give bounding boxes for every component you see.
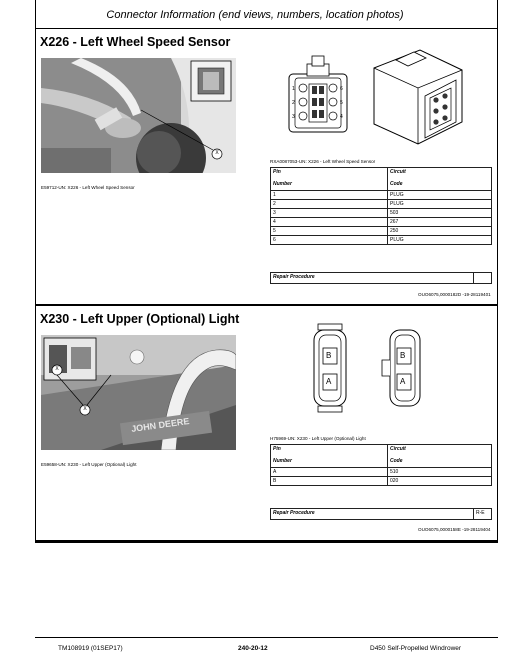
x230-side-pin-label-b: B [400, 351, 406, 360]
john-deere-brand-text: JOHN DEERE [130, 415, 190, 435]
table-row [271, 477, 492, 486]
x226-pin-label-2: 2 [292, 100, 295, 106]
x226-pin-label-3: 3 [292, 114, 295, 120]
footer-rule [35, 637, 498, 638]
x226-pin-label-6: 6 [340, 86, 343, 92]
x226-photo-callout: X [215, 150, 219, 156]
circuit-header-line2: Code [390, 181, 403, 187]
table-row [271, 236, 492, 245]
x226-photo-caption: E59712-UN: X226 - Left Wheel Speed Sensor [41, 185, 135, 190]
table-row [271, 191, 492, 200]
table-header-row [271, 168, 492, 191]
table-row [271, 218, 492, 227]
pin-number-header [271, 168, 388, 191]
x226-repair-procedure [270, 272, 492, 284]
circuit-cell: 267 [388, 218, 492, 227]
circuit-header-line1: Circuit [390, 446, 406, 452]
x230-table-caption: H75969-UN: X230 - Left Upper (Optional) Light [270, 436, 366, 441]
circuit-cell: 020 [388, 477, 492, 486]
repair-divider [473, 273, 474, 283]
pin-cell: 3 [271, 209, 388, 218]
x226-table-caption: RXA0087053-UN: X226 - Left Wheel Speed Sensor [270, 159, 376, 164]
footer-page-number: 240-20-12 [238, 645, 268, 652]
x226-location-photo [41, 58, 236, 173]
table-row [271, 200, 492, 209]
x230-side-pin-label-a: A [400, 377, 406, 386]
x226-pin-label-1: 1 [292, 86, 295, 92]
x230-photo-caption: E59658-UN: X230 - Left Upper (Optional) Light [41, 462, 137, 467]
x230-end-pin-label-a: A [326, 377, 332, 386]
x226-connector-end-view [283, 54, 353, 134]
section-x230-title: X230 - Left Upper (Optional) Light [40, 312, 240, 326]
pin-cell: A [271, 468, 388, 477]
x226-doc-id: OUO6075,0000182D -19-28119401 [418, 292, 491, 297]
footer-product-name: D450 Self-Propelled Windrower [370, 645, 462, 652]
x230-end-pin-label-b: B [326, 351, 332, 360]
pin-cell: 5 [271, 227, 388, 236]
x230-connector-end-view [310, 322, 350, 414]
repair-procedure-label: Repair Procedure [273, 510, 315, 516]
circuit-cell: 510 [388, 468, 492, 477]
circuit-code-header [388, 168, 492, 191]
footer-doc-number: TM108919 (01SEP17) [58, 645, 123, 652]
circuit-code-header [388, 445, 492, 468]
x226-pin-label-5: 5 [340, 100, 343, 106]
pin-header-line1: Pin [273, 169, 281, 175]
x230-pin-table [270, 444, 492, 486]
table-row [271, 468, 492, 477]
pin-header-line2: Number [273, 458, 292, 464]
content-bottom-rule [35, 541, 498, 543]
circuit-cell: PLUG [388, 191, 492, 200]
x230-doc-id: OUO6075,0000158E -19-28119404 [418, 527, 491, 532]
x226-pin-table [270, 167, 492, 245]
circuit-cell: PLUG [388, 236, 492, 245]
circuit-cell: 250 [388, 227, 492, 236]
pin-header-line2: Number [273, 181, 292, 187]
pin-number-header [271, 445, 388, 468]
table-header-row [271, 445, 492, 468]
circuit-cell: 503 [388, 209, 492, 218]
x230-location-photo [41, 335, 236, 450]
x226-pin-label-4: 4 [340, 114, 343, 120]
x230-repair-procedure [270, 508, 492, 520]
x226-connector-isometric-view [362, 40, 467, 150]
repair-divider [473, 509, 474, 519]
pin-header-line1: Pin [273, 446, 281, 452]
repair-procedure-value: R-E [476, 510, 485, 516]
page-header-title: Connector Information (end views, numbers, location photos) [106, 9, 404, 21]
x230-connector-side-view [378, 322, 423, 414]
pin-cell: 4 [271, 218, 388, 227]
table-row [271, 209, 492, 218]
pin-cell: B [271, 477, 388, 486]
pin-cell: 1 [271, 191, 388, 200]
circuit-header-line2: Code [390, 458, 403, 464]
pin-cell: 6 [271, 236, 388, 245]
repair-procedure-label: Repair Procedure [273, 274, 315, 280]
circuit-cell: PLUG [388, 200, 492, 209]
section-x226-title: X226 - Left Wheel Speed Sensor [40, 35, 231, 49]
x230-photo-callout: X [83, 406, 87, 412]
x230-inset-callout: X [55, 366, 59, 372]
circuit-header-line1: Circuit [390, 169, 406, 175]
table-row [271, 227, 492, 236]
pin-cell: 2 [271, 200, 388, 209]
